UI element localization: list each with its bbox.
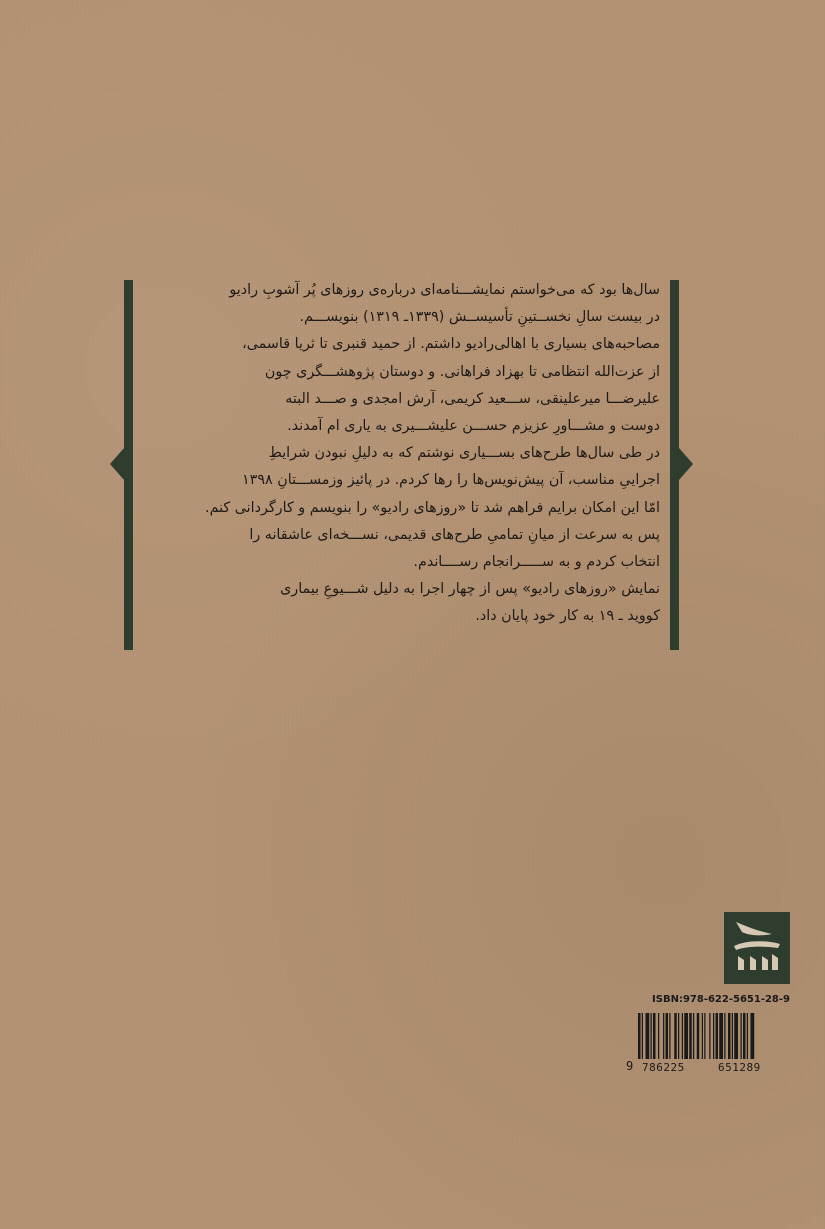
barcode-bar [666, 1013, 669, 1059]
barcode-bar [638, 1013, 641, 1059]
left-bracket-bar [124, 280, 133, 650]
publisher-logo-icon [724, 912, 790, 984]
publisher-logo-icon [724, 912, 790, 984]
barcode-bar [651, 1013, 652, 1059]
barcode-bar [751, 1013, 755, 1059]
barcode-bar [669, 1013, 670, 1059]
barcode-bar [709, 1013, 710, 1059]
right-bracket-bar [670, 280, 679, 650]
barcode-bar [713, 1013, 714, 1059]
barcode-bars [638, 1013, 790, 1059]
blurb-line: در بیست سالِ نخســتینِ تأسیســش (۱۳۳۹ـ ۱۳۱۹) بنویســـم. [299, 309, 660, 326]
blurb-line: دوست و مشـــاورِ عزیزم حســـن علیشـــیری به یاری ام آمدند. [287, 418, 660, 435]
blurb-line: از عزت‌الله انتظامی تا بهزاد فراهانی. و دوستان پژوهشـــگری چون [264, 363, 660, 380]
barcode-bar [741, 1013, 742, 1059]
blurb-line: مصاحبه‌های بسیاری با اهالی‌رادیو داشتم. از حمید قنبری تا ثریا قاسمی، [242, 336, 660, 353]
barcode-bar [642, 1013, 643, 1059]
barcode-bar [684, 1013, 688, 1059]
barcode-bar [663, 1013, 664, 1059]
barcode-bar [646, 1013, 650, 1059]
barcode-bar [697, 1013, 700, 1059]
barcode-bar [732, 1013, 733, 1059]
barcode-bar [716, 1013, 719, 1059]
barcode-bar [693, 1013, 694, 1059]
barcode-bar [682, 1013, 683, 1059]
barcode-bar [678, 1013, 679, 1059]
barcode-lead-digit: 9 [626, 1059, 634, 1073]
blurb-line: علیرضـــا میرعلینقی، ســـعید کریمی، آرش امجدی و صـــد البته [285, 390, 660, 407]
barcode-bar [747, 1013, 748, 1059]
blurb-line: کووید ـ ۱۹ به کار خود پایان داد. [475, 608, 660, 625]
barcode-bar [658, 1013, 659, 1059]
barcode-digits-left: 786225 [642, 1061, 685, 1074]
blurb-line: در طی سال‌ها طرح‌های بســـیاری نوشتم که به دلیلِ نبودن شرایطِ [268, 445, 660, 462]
barcode-bar [734, 1013, 738, 1059]
barcode-bar [674, 1013, 677, 1059]
barcode-bar [724, 1013, 725, 1059]
barcode-digits-right: 651289 [718, 1061, 761, 1074]
blurb-line: نمایش «روزهای رادیو» پس از چهار اجرا به دلیل شـــیوعِ بیماری [280, 581, 660, 598]
barcode-bar [743, 1013, 746, 1059]
blurb-line: اجراییِ مناسب، آن پیش‌نویس‌ها را رها کردم. در پائیز وزمســـتانِ ۱۳۹۸ [241, 472, 660, 489]
isbn-text: ISBN:978-622-5651-28-9 [652, 994, 790, 1005]
barcode-bar [728, 1013, 731, 1059]
barcode [626, 1013, 790, 1076]
left-bracket-icon [110, 448, 124, 480]
barcode-bar [653, 1013, 656, 1059]
blurb-line: امّا این امکان برایم فراهم شد تا «روزهای رادیو» را بنویسم و کارگردانی کنم. [205, 499, 660, 516]
blurb-line: سال‌ها بود که می‌خواستم نمایشـــنامه‌ای درباره‌ی روزهای پُر آشوبِ رادیو [229, 282, 660, 298]
barcode-bar [702, 1013, 703, 1059]
barcode-bar [704, 1013, 705, 1059]
back-cover-blurb [145, 277, 660, 631]
blurb-line: انتخاب کردم و به ســـــرانجام رســــاندم. [413, 554, 660, 571]
blurb-line: پس به سرعت از میانِ تمامیِ طرح‌های قدیمی، نســـخه‌ای عاشقانه را [249, 526, 660, 543]
right-bracket-icon [679, 448, 693, 480]
barcode-bar [689, 1013, 692, 1059]
barcode-bar [719, 1013, 723, 1059]
